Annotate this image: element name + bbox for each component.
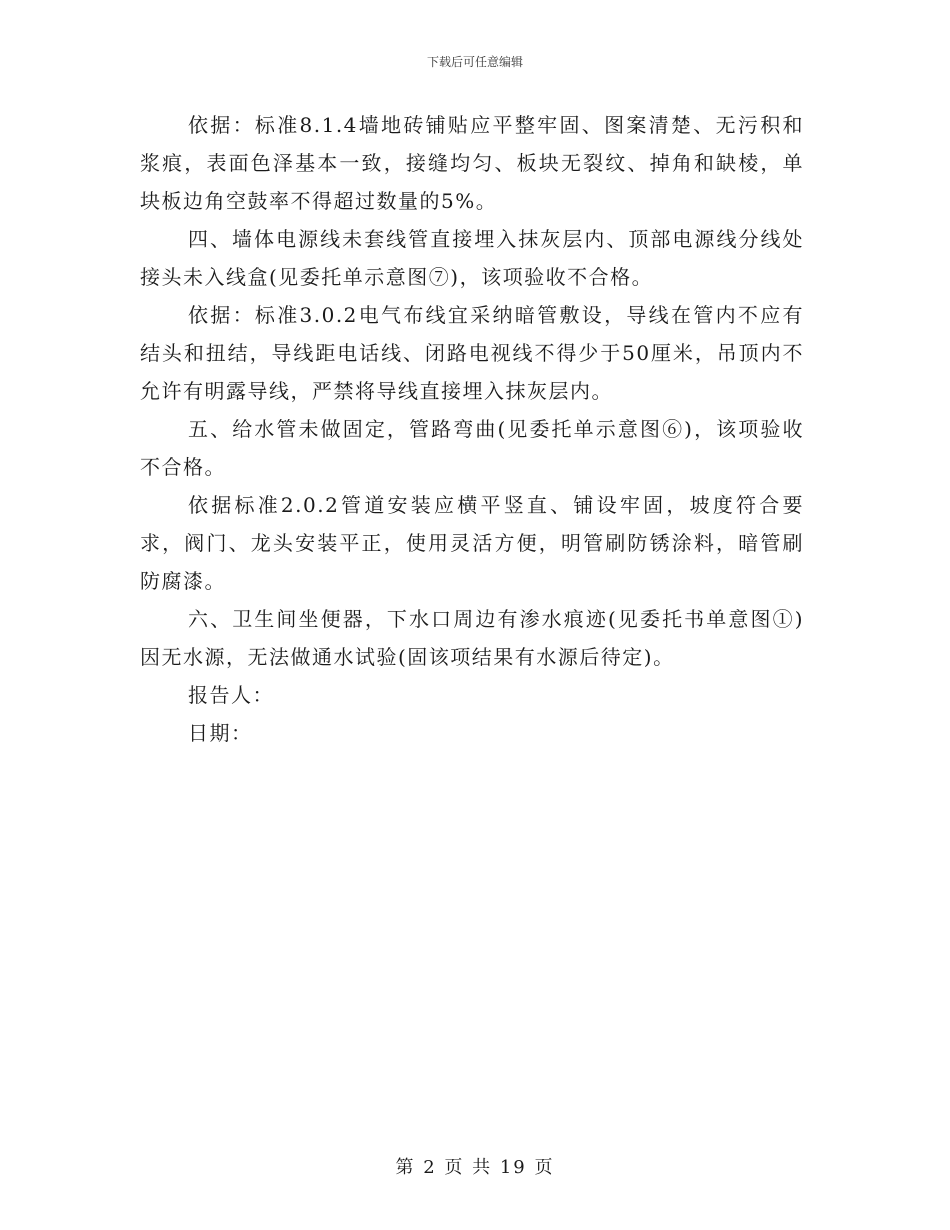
paragraph-basis-wiring: 依据：标准3.0.2电气布线宜采纳暗管敷设，导线在管内不应有结头和扭结，导线距电话线、闭路电视线不得少于50厘米，吊顶内不允许有明露导线，严禁将导线直接埋入抹灰层内。 bbox=[140, 303, 804, 403]
page-header: 下载后可任意编辑 bbox=[426, 55, 523, 69]
paragraph-item-six: 六、卫生间坐便器，下水口周边有渗水痕迹(见委托书单意图①)因无水源，无法做通水试验(固该项结果有水源后待定)。 bbox=[140, 607, 804, 669]
paragraph-item-four: 四、墙体电源线未套线管直接埋入抹灰层内、顶部电源线分线处接头未入线盒(见委托单示意图⑦)，该项验收不合格。 bbox=[140, 227, 804, 289]
reporter-label: 报告人： bbox=[188, 683, 274, 707]
document-body bbox=[140, 106, 804, 752]
paragraph-basis-tiles: 依据：标准8.1.4墙地砖铺贴应平整牢固、图案清楚、无污积和浆痕，表面色泽基本一致，接缝均匀、板块无裂纹、掉角和缺棱，单块板边角空鼓率不得超过数量的5%。 bbox=[140, 113, 804, 213]
date-label: 日期： bbox=[188, 721, 253, 745]
page-number-footer: 第 2 页 共 19 页 bbox=[395, 1157, 555, 1178]
paragraph-basis-pipes: 依据标准2.0.2管道安装应横平竖直、铺设牢固，坡度符合要求，阀门、龙头安装平正，使用灵活方便，明管刷防锈涂料，暗管刷防腐漆。 bbox=[140, 493, 804, 593]
paragraph-item-five: 五、给水管未做固定，管路弯曲(见委托单示意图⑥)，该项验收不合格。 bbox=[140, 417, 804, 479]
